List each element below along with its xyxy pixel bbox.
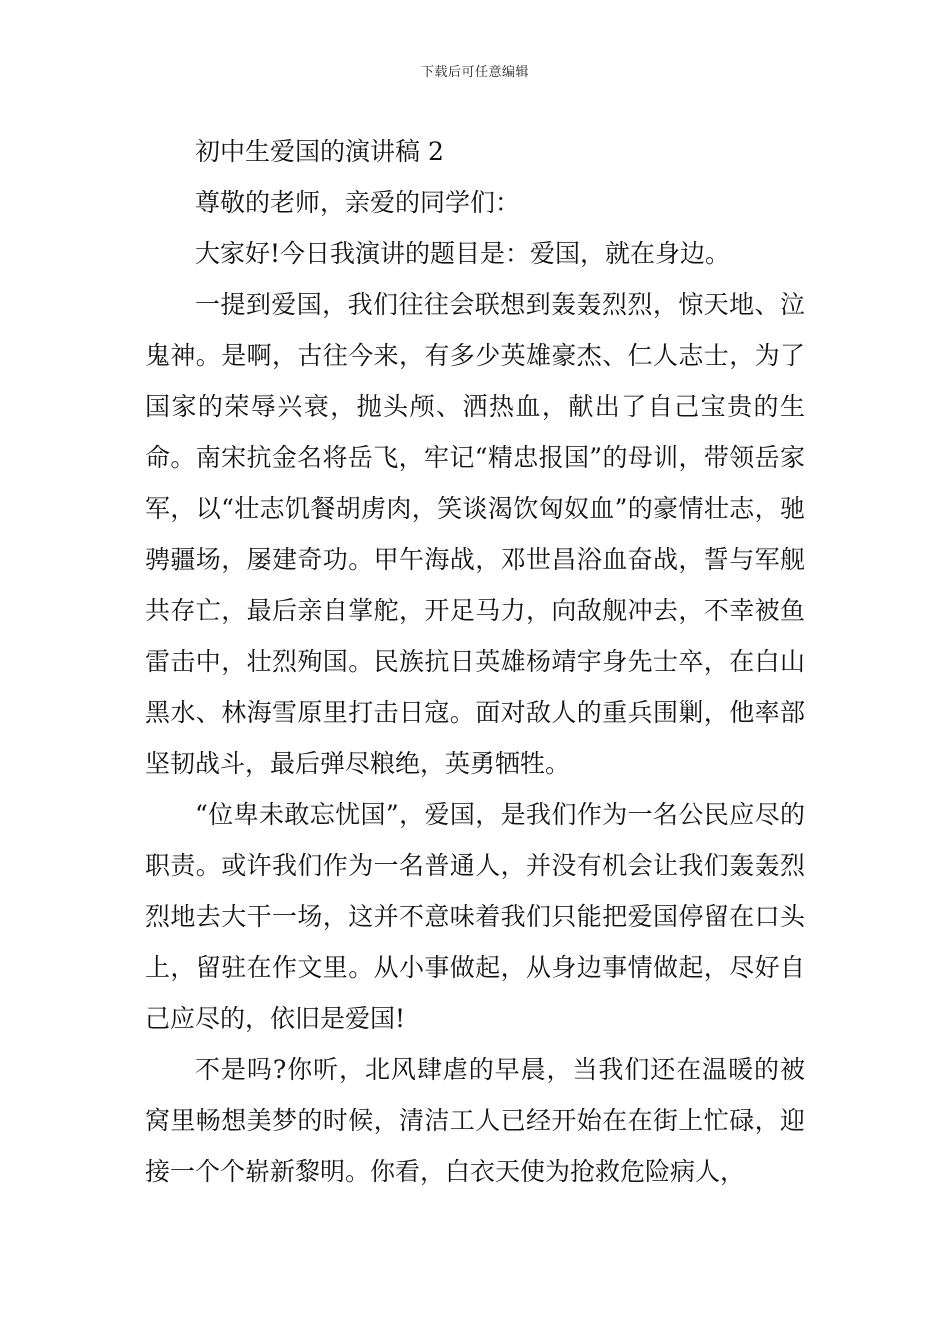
page-header-note: 下载后可任意编辑 — [420, 65, 529, 80]
document-body — [145, 126, 805, 1197]
paragraph-3: 不是吗?你听，北风肆虐的早晨，当我们还在温暖的被窝里畅想美梦的时候，清洁工人已经开始在在街上忙碌，迎接一个个崭新黎明。你看，白衣天使为抢救危险病人， — [145, 1055, 805, 1186]
salutation: 尊敬的老师，亲爱的同学们： — [195, 188, 521, 217]
greeting: 大家好!今日我演讲的题目是：爱国，就在身边。 — [195, 239, 731, 268]
paragraph-1: 一提到爱国，我们往往会联想到轰轰烈烈，惊天地、泣鬼神。是啊，古往今来，有多少英雄豪杰、仁人志士，为了国家的荣辱兴衰，抛头颅、洒热血，献出了自己宝贵的生命。南宋抗金名将岳飞，牢记“精忠报国”的母训，带领岳家军，以“壮志饥餐胡虏肉，笑谈渴饮匈奴血”的豪情壮志，驰骋疆场，屡建奇功。甲午海战，邓世昌浴血奋战，誓与军舰共存亡，最后亲自掌舵，开足马力，向敌舰冲去，不幸被鱼雷击中，壮烈殉国。民族抗日英雄杨靖宇身先士卒，在白山黑水、林海雪原里打击日寇。面对敌人的重兵围剿，他率部坚韧战斗，最后弹尽粮绝，英勇牺牲。 — [145, 290, 805, 778]
paragraph-2: “位卑未敢忘忧国”，爱国，是我们作为一名公民应尽的职责。或许我们作为一名普通人，并没有机会让我们轰轰烈烈地去大干一场，这并不意味着我们只能把爱国停留在口头上，留驻在作文里。从小事做起，从身边事情做起，尽好自己应尽的，依旧是爱国! — [145, 800, 805, 1033]
document-title: 初中生爱国的演讲稿 2 — [195, 137, 444, 166]
